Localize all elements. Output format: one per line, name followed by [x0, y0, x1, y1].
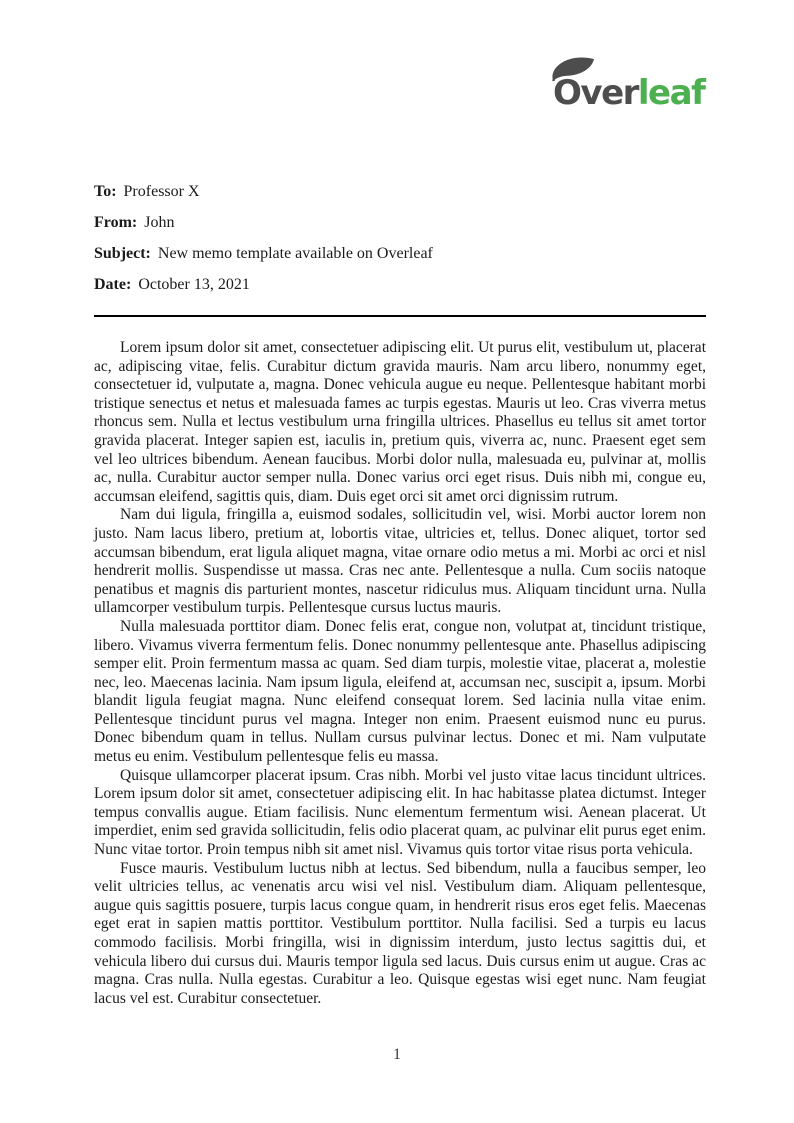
memo-field-subject	[94, 244, 706, 264]
memo-field-date	[94, 275, 706, 295]
memo-field-from-value: John	[144, 214, 175, 231]
body-paragraph-2: Nam dui ligula, fringilla a, euismod sodales, sollicitudin vel, wisi. Morbi auctor lorem non justo. Nam lacus libero, pretium at, lobortis vitae, ultricies et, tellus. Donec aliquet, tortor sed accumsan bibendum, erat ligula aliquet magna, vitae ornare odio metus a mi. Morbi ac orci et nisl hendrerit mollis. Suspendisse ut massa. Cras nec ante. Pellentesque a nulla. Cum sociis natoque penatibus et magnis dis parturient montes, nascetur ridiculus mus. Aliquam tincidunt urna. Nulla ullamcorper vestibulum turpis. Pellentesque cursus luctus mauris.	[94, 506, 706, 617]
page-number: 1	[393, 1046, 401, 1063]
memo-field-subject-value: New memo template available on Overleaf	[157, 245, 433, 262]
body-paragraph-1: Lorem ipsum dolor sit amet, consectetuer adipiscing elit. Ut purus elit, vestibulum ut, placerat ac, adipiscing vitae, felis. Curabitur dictum gravida mauris. Nam arcu libero, nonummy eget, consectetuer id, vulputate a, magna. Donec vehicula augue eu neque. Pellentesque habitant morbi tristique senectus et netus et malesuada fames ac turpis egestas. Mauris ut leo. Cras viverra metus rhoncus sem. Nulla et lectus vestibulum urna fringilla ultrices. Phasellus eu tellus sit amet tortor gravida placerat. Integer sapien est, iaculis in, pretium quis, viverra ac, nunc. Praesent eget sem vel leo ultrices bibendum. Aenean faucibus. Morbi dolor nulla, malesuada eu, pulvinar at, mollis ac, nulla. Curabitur auctor semper nulla. Donec varius orci eget risus. Duis nibh mi, congue eu, accumsan eleifend, sagittis quis, diam. Duis eget orci sit amet orci dignissim rutrum.	[94, 339, 706, 505]
logo-text-leaf: leaf	[637, 73, 705, 113]
memo-field-date-value: October 13, 2021	[138, 276, 250, 293]
memo-field-from-label: From:	[94, 214, 138, 231]
memo-field-date-label: Date:	[94, 276, 132, 293]
body-paragraph-3: Nulla malesuada porttitor diam. Donec felis erat, congue non, volutpat at, tincidunt tristique, libero. Vivamus viverra fermentum felis. Donec nonummy pellentesque ante. Phasellus adipiscing semper elit. Proin fermentum massa ac quam. Sed diam turpis, molestie vitae, placerat a, molestie nec, leo. Maecenas lacinia. Nam ipsum ligula, eleifend at, accumsan nec, suscipit a, ipsum. Morbi blandit ligula feugiat magna. Nunc eleifend consequat lorem. Sed lacinia nulla vitae enim. Pellentesque tincidunt purus vel magna. Integer non enim. Praesent euismod nunc eu purus. Donec bibendum quam in tellus. Nullam cursus pulvinar lectus. Donec et mi. Nam vulputate metus eu enim. Vestibulum pellentesque felis eu massa.	[94, 617, 706, 766]
memo-field-to-value: Professor X	[123, 183, 200, 200]
leaf-icon	[550, 57, 596, 81]
memo-field-subject-label: Subject:	[94, 245, 151, 262]
divider-rule	[94, 315, 706, 317]
memo-field-to-label: To:	[94, 183, 117, 200]
memo-header	[94, 182, 706, 306]
memo-field-from	[94, 213, 706, 233]
overleaf-logo	[553, 73, 705, 113]
body-paragraph-5: Fusce mauris. Vestibulum luctus nibh at lectus. Sed bibendum, nulla a faucibus semper, leo velit ultricies tellus, ac venenatis arcu wisi vel nisl. Vestibulum diam. Aliquam pellentesque, augue quis sagittis posuere, turpis lacus congue quam, in hendrerit risus eros eget felis. Maecenas eget erat in sapien mattis porttitor. Vestibulum porttitor. Nulla facilisi. Sed a turpis eu lacus commodo facilisis. Morbi fringilla, wisi in dignissim interdum, justo lectus sagittis dui, et vehicula libero dui cursus dui. Mauris tempor ligula sed lacus. Duis cursus enim ut augue. Cras ac magna. Cras nulla. Nulla egestas. Curabitur a leo. Quisque egestas wisi eget nunc. Nam feugiat lacus vel est. Curabitur consectetuer.	[94, 859, 706, 1007]
logo-text-over: Over	[553, 73, 638, 113]
body-paragraph-4: Quisque ullamcorper placerat ipsum. Cras nibh. Morbi vel justo vitae lacus tincidunt ultrices. Lorem ipsum dolor sit amet, consectetuer adipiscing elit. In hac habitasse platea dictumst. Integer tempus convallis augue. Etiam facilisis. Nunc elementum fermentum wisi. Aenean placerat. Ut imperdiet, enim sed gravida sollicitudin, felis odio placerat quam, ac pulvinar elit purus eget enim. Nunc vitae tortor. Proin tempus nibh sit amet nisl. Vivamus quis tortor vitae risus porta vehicula.	[94, 766, 706, 859]
memo-body	[94, 339, 706, 1008]
memo-field-to	[94, 182, 706, 202]
